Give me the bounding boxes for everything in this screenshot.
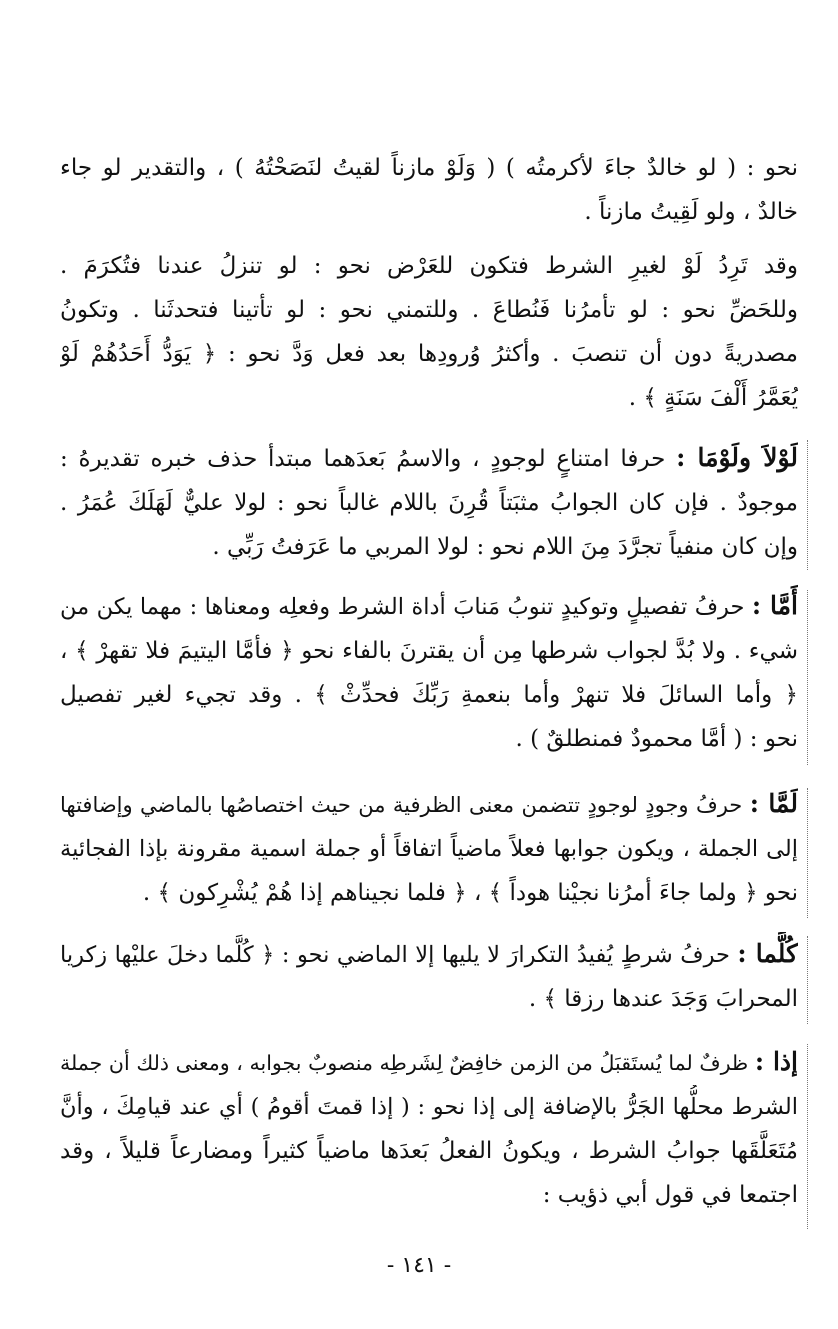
text-line: نحو ﴿ ولما جاءَ أمرُنا نجيْنا هوداً ﴾ ، ﴿ فلما نجيناهم إذا هُمْ يُشْرِكون ﴾ . (142, 880, 798, 906)
entry-amma (60, 584, 798, 761)
intro-paragraph (60, 146, 798, 420)
entry-lawla (60, 436, 798, 569)
entry-term: لَوْلاَ ولَوْمَا : (676, 443, 798, 472)
text-line: الشرط محلُّها الجَرُّ بالإضافة إلى إذا نحو : ( إذا قمتَ أقومُ ) أي عند قيامِكَ ، وأنَّ (60, 1094, 798, 1120)
text-line: نحو : ( لو خالدٌ جاءَ لأكرمتُه ) ( وَلَوْ مازناً لقيتُ لنَصَحْتُهُ ) ، والتقدير لو جاء (60, 155, 798, 181)
text-line: ظرفٌ لما يُستَقبَلُ من الزمن خافِضٌ لِشَرطِه منصوبٌ بجوابه ، ومعنى ذلك أن جملة (60, 1051, 749, 1075)
text-line: حرفُ شرطٍ يُفيدُ التكرارَ لا يليها إلا الماضي نحو : ﴿ كُلَّما دخلَ عليْها زكريا (60, 942, 730, 968)
text-line: ﴿ وأما السائلَ فلا تنهرْ وأما بنعمةِ رَبِّكَ فحدِّثْ ﴾ . وقد تجيء لغير تفصيل (60, 682, 798, 708)
text-line: يُعَمَّرُ أَلْفَ سَنَةٍ ﴾ . (628, 385, 798, 411)
text-line: وللحَضِّ نحو : لو تأمرُنا فَنُطاعَ . وللتمني نحو : لو تأتينا فتحدثَنا . وتكونُ (60, 297, 798, 323)
entry-divider (799, 440, 808, 570)
entry-idha (60, 1040, 798, 1217)
entry-divider (799, 1044, 808, 1229)
entry-term: كُلَّما : (737, 939, 798, 968)
text-line: المحرابَ وَجَدَ عندها رزقا ﴾ . (528, 986, 798, 1012)
text-line: حرفا امتناعٍ لوجودٍ ، والاسمُ بَعدَهما مبتدأ حذف خبره تقديرهُ : (60, 446, 666, 472)
entry-kullama (60, 932, 798, 1021)
text-line: وقد تَرِدُ لَوْ لغيرِ الشرط فتكون للعَرْض نحو : لو تنزلُ عندنا فتُكرَمَ . (60, 253, 798, 279)
text-line: موجودٌ . فإن كان الجوابُ مثبَتاً قُرِنَ باللام غالباً نحو : لولا عليٌّ لَهَلَكَ عُمَرُ . (60, 490, 798, 516)
text-line: حرفُ وجودٍ لوجودٍ تتضمن معنى الظرفية من حيث اختصاصُها بالماضي وإضافتها (60, 793, 743, 817)
entry-term: أَمَّا : (751, 591, 798, 620)
entry-term: إذا : (754, 1047, 798, 1076)
text-line: شيء . ولا بُدَّ لجواب شرطها مِن أن يقترنَ بالفاء نحو ﴿ فأمَّا اليتيمَ فلا تقهرْ ﴾ ، (60, 638, 798, 664)
entry-divider (799, 936, 808, 1024)
text-line: إلى الجملة ، ويكون جوابها فعلاً ماضياً اتفاقاً أو جملة اسمية مقرونة بإذا الفجائية (60, 836, 798, 862)
entry-term: لَمَّا : (749, 789, 798, 818)
entry-lamma (60, 782, 798, 915)
text-line: مُتَعَلَّقَها جوابُ الشرط ، ويكونُ الفعلُ بَعدَها ماضياً كثيراً ومضارعاً قليلاً ، وقد (60, 1138, 798, 1164)
entry-divider (799, 788, 808, 918)
text-line: حرفُ تفصيلٍ وتوكيدٍ تنوبُ مَنابَ أداة الشرط وفعلِه ومعناها : مهما يكن من (60, 594, 745, 620)
text-line: مصدريةً دون أن تنصبَ . وأكثرُ وُرودِها بعد فعل وَدَّ نحو : ﴿ يَوَدُّ أَحَدُهُمْ لَوْ (60, 341, 798, 367)
entry-divider (799, 590, 808, 765)
text-line: خالدٌ ، ولو لَقِيتُ مازناً . (584, 199, 798, 225)
text-line: نحو : ( أمَّا محمودٌ فمنطلقٌ ) . (515, 726, 798, 752)
text-line: اجتمعا في قول أبي ذؤيب : (542, 1182, 798, 1208)
text-line: وإن كان منفياً تجرَّدَ مِنَ اللام نحو : لولا المربي ما عَرَفتُ رَبِّي . (212, 534, 798, 560)
page-number: - ١٤١ - (386, 1253, 452, 1278)
